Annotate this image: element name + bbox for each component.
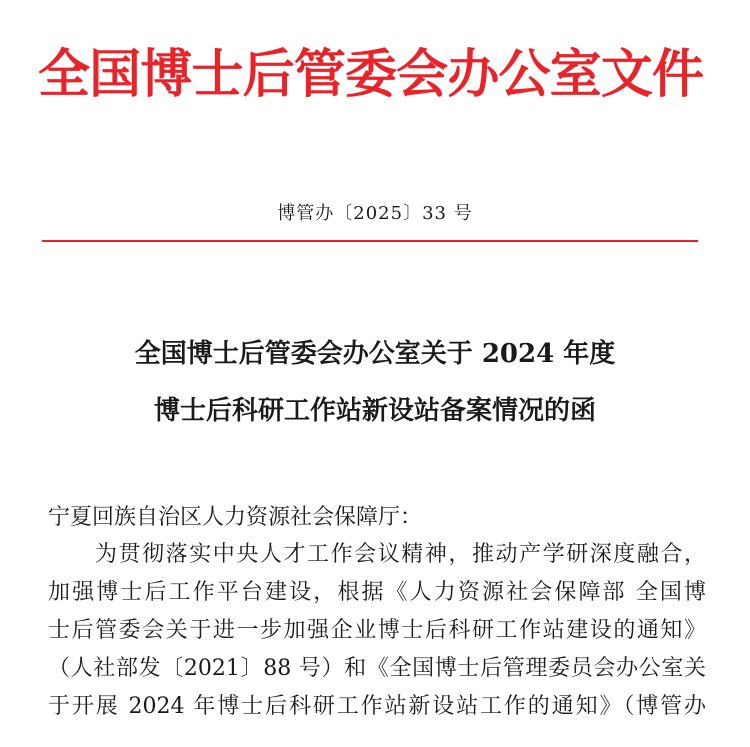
document-title-line-2: 博士后科研工作站新设站备案情况的函 [153, 396, 596, 426]
body-line: 士后管委会关于进一步加强企业博士后科研工作站建设的通知》 [48, 618, 706, 643]
red-divider [42, 240, 698, 242]
document-header-title: 全国博士后管委会办公室文件 [38, 44, 703, 105]
document-number: 博管办〔2025〕33 号 [277, 203, 473, 224]
document-title-line-1: 全国博士后管委会办公室关于 2024 年度 [134, 339, 616, 369]
salutation: 宁夏回族自治区人力资源社会保障厅： [48, 505, 423, 530]
body-line: 为贯彻落实中央人才工作会议精神，推动产学研深度融合， [95, 542, 706, 567]
body-line: 于开展 2024 年博士后科研工作站新设站工作的通知》（博管办 [48, 694, 706, 719]
body-line: （人社部发〔2021〕88 号）和《全国博士后管理委员会办公室关 [48, 656, 706, 681]
body-line: 加强博士后工作平台建设，根据《人力资源社会保障部 全国博 [48, 580, 706, 605]
